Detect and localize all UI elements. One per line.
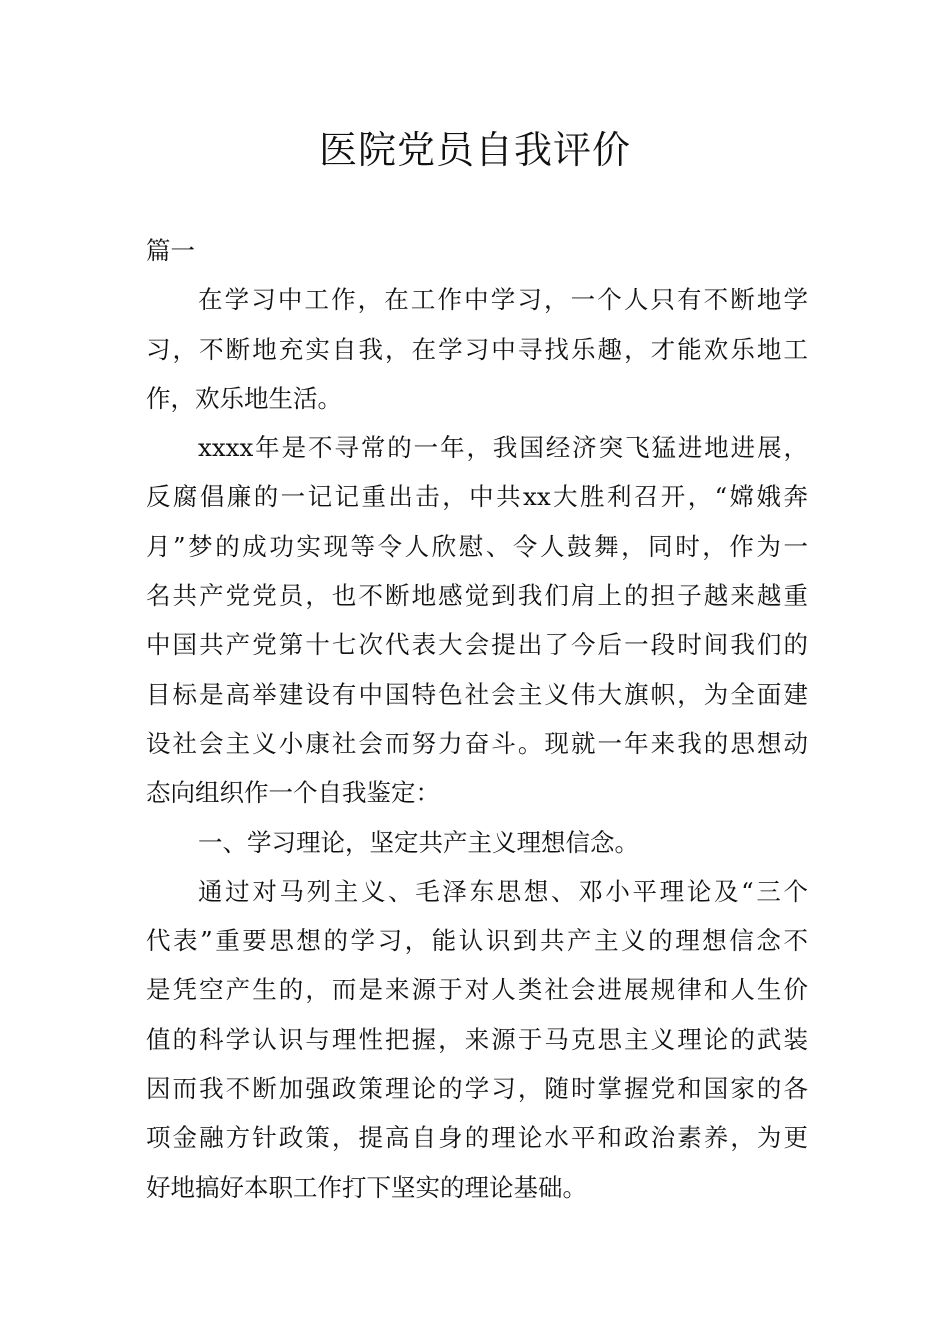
paragraph-1 — [146, 275, 808, 423]
paragraph-line: 好地搞好本职工作打下坚实的理论基础。 — [146, 1172, 587, 1202]
paragraph-line: 通过对马列主义、毛泽东思想、邓小平理论及“三个 — [198, 876, 808, 906]
paragraph-line: 作，欢乐地生活。 — [146, 383, 342, 413]
paragraph-line: 名共产党党员，也不断地感觉到我们肩上的担子越来越重 — [146, 581, 808, 611]
paragraph-2 — [146, 423, 808, 817]
paragraph-line: 习，不断地充实自我，在学习中寻找乐趣，才能欢乐地工 — [146, 334, 808, 364]
paragraph-line: 在学习中工作，在工作中学习，一个人只有不断地学 — [198, 285, 808, 315]
paragraph-line: 反腐倡廉的一记记重出击，中共xx大胜利召开，“嫦娥奔 — [146, 482, 808, 512]
paragraph-line: 月”梦的成功实现等令人欣慰、令人鼓舞，同时，作为一 — [146, 531, 808, 561]
paragraph-line: xxxx年是不寻常的一年，我国经济突飞猛进地进展， — [198, 433, 808, 463]
paragraph-line: 目标是高举建设有中国特色社会主义伟大旗帜，为全面建 — [146, 679, 808, 709]
paragraph-line: 态向组织作一个自我鉴定： — [146, 778, 440, 808]
paragraph-line: 因而我不断加强政策理论的学习，随时掌握党和国家的各 — [146, 1074, 808, 1104]
document-title: 医院党员自我评价 — [318, 128, 631, 172]
paragraph-line: 设社会主义小康社会而努力奋斗。现就一年来我的思想动 — [146, 728, 808, 758]
document-body — [146, 226, 808, 1212]
section-label: 篇一 — [146, 236, 195, 265]
paragraph-line: 值的科学认识与理性把握，来源于马克思主义理论的武装 — [146, 1024, 808, 1054]
section-heading-1 — [146, 818, 808, 867]
paragraph-line: 是凭空产生的，而是来源于对人类社会进展规律和人生价 — [146, 975, 808, 1005]
paragraph-line: 代表”重要思想的学习，能认识到共产主义的理想信念不 — [146, 926, 808, 956]
paragraph-3 — [146, 867, 808, 1212]
paragraph-line: 项金融方针政策，提高自身的理论水平和政治素养，为更 — [146, 1123, 808, 1153]
section-heading-line: 一、学习理论，坚定共产主义理想信念。 — [198, 827, 639, 857]
paragraph-line: 中国共产党第十七次代表大会提出了今后一段时间我们的 — [146, 630, 808, 660]
